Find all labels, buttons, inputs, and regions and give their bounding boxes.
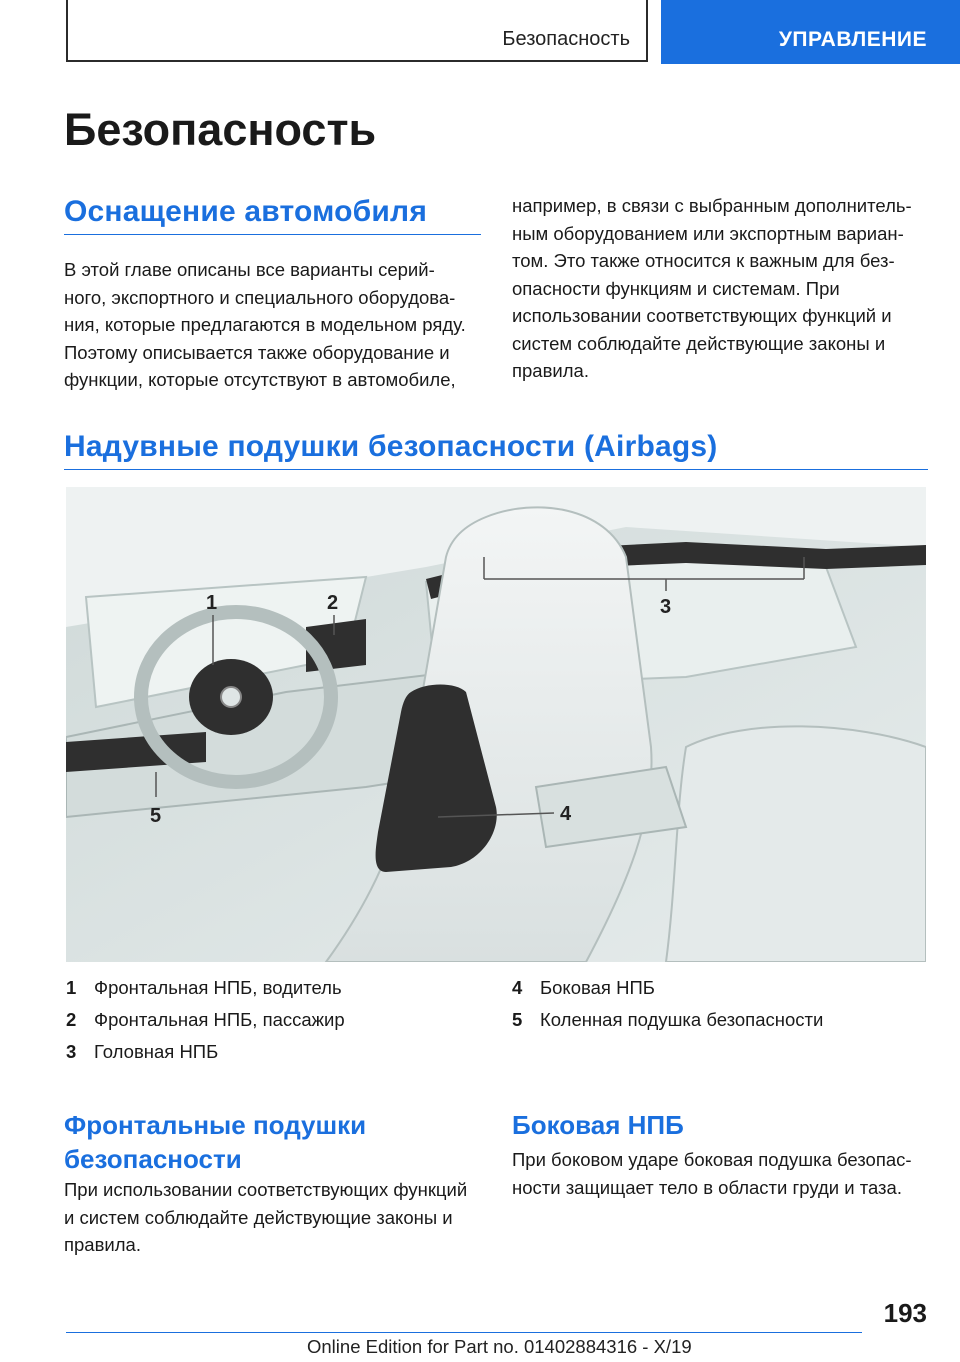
subheading-frontal-airbags	[64, 1108, 366, 1176]
section-heading-airbags: Надувные подушки безопасности (Airbags)	[64, 430, 718, 463]
footer-rule	[66, 1332, 862, 1333]
text-line: правила.	[64, 1234, 141, 1255]
page-number: 193	[883, 1298, 927, 1328]
text-line: и систем соблюдайте действующие законы и	[64, 1206, 453, 1228]
section-rule	[64, 234, 481, 235]
text-line: опасности функциям и системам. При	[512, 277, 840, 299]
frontal-airbags-paragraph	[64, 1176, 467, 1259]
callout-5: 5	[150, 805, 162, 827]
legend-text: Головная НПБ	[94, 1041, 219, 1062]
text-line: систем соблюдайте действующие законы и	[512, 332, 886, 354]
text-line: ным оборудованием или экспортным вариан-	[512, 222, 904, 244]
text-line: функции, которые отсутствуют в автомобиле,	[64, 369, 456, 390]
section-tab-label: Безопасность	[502, 28, 630, 50]
section-rule	[64, 469, 928, 470]
intro-paragraph-left	[64, 256, 466, 394]
legend-text: Коленная подушка безопасности	[540, 1009, 824, 1030]
text-line: ности защищает тело в области груди и таза.	[512, 1176, 902, 1198]
side-airbag-paragraph	[512, 1146, 912, 1201]
legend-text: Фронтальная НПБ, водитель	[94, 977, 342, 998]
page-title: Безопасность	[64, 104, 377, 155]
text-line: том. Это также относится к важным для без-	[512, 250, 895, 271]
subheading-side-airbag: Боковая НПБ	[512, 1110, 684, 1140]
text-line: ного, экспортного и специального оборудова-	[64, 286, 456, 308]
airbag-illustration	[66, 487, 926, 962]
legend-number: 2	[66, 1009, 77, 1030]
text-line: При боковом ударе боковая подушка безопас-	[512, 1149, 912, 1170]
heading-line: безопасности	[64, 1144, 242, 1174]
text-line: например, в связи с выбранным дополнитель-	[512, 195, 912, 216]
section-tab	[66, 0, 648, 62]
text-line: В этой главе описаны все варианты серий-	[64, 259, 435, 280]
legend-text: Фронтальная НПБ, пассажир	[94, 1009, 345, 1030]
section-heading-equipment: Оснащение автомобиля	[64, 195, 428, 228]
legend-number: 1	[66, 977, 77, 998]
intro-paragraph-right	[512, 192, 912, 385]
text-line: При использовании соответствующих функций	[64, 1179, 468, 1200]
legend-number: 5	[512, 1009, 523, 1030]
callout-1: 1	[206, 592, 218, 614]
callout-4: 4	[560, 803, 572, 825]
footer-edition: Online Edition for Part no. 01402884316 - X/19	[307, 1336, 692, 1357]
legend-text: Боковая НПБ	[540, 977, 655, 998]
legend-number: 3	[66, 1041, 77, 1062]
chapter-tab-label: УПРАВЛЕНИЕ	[778, 28, 927, 51]
callout-2: 2	[327, 592, 339, 614]
callout-3: 3	[660, 596, 672, 618]
text-line: ния, которые предлагаются в модельном ряду.	[64, 314, 466, 335]
heading-line: Фронтальные подушки	[64, 1110, 367, 1140]
text-line: использовании соответствующих функций и	[512, 305, 892, 326]
chapter-tab	[661, 0, 960, 64]
text-line: Поэтому описывается также оборудование и	[64, 341, 450, 363]
text-line: правила.	[512, 360, 589, 381]
legend-number: 4	[512, 977, 523, 998]
